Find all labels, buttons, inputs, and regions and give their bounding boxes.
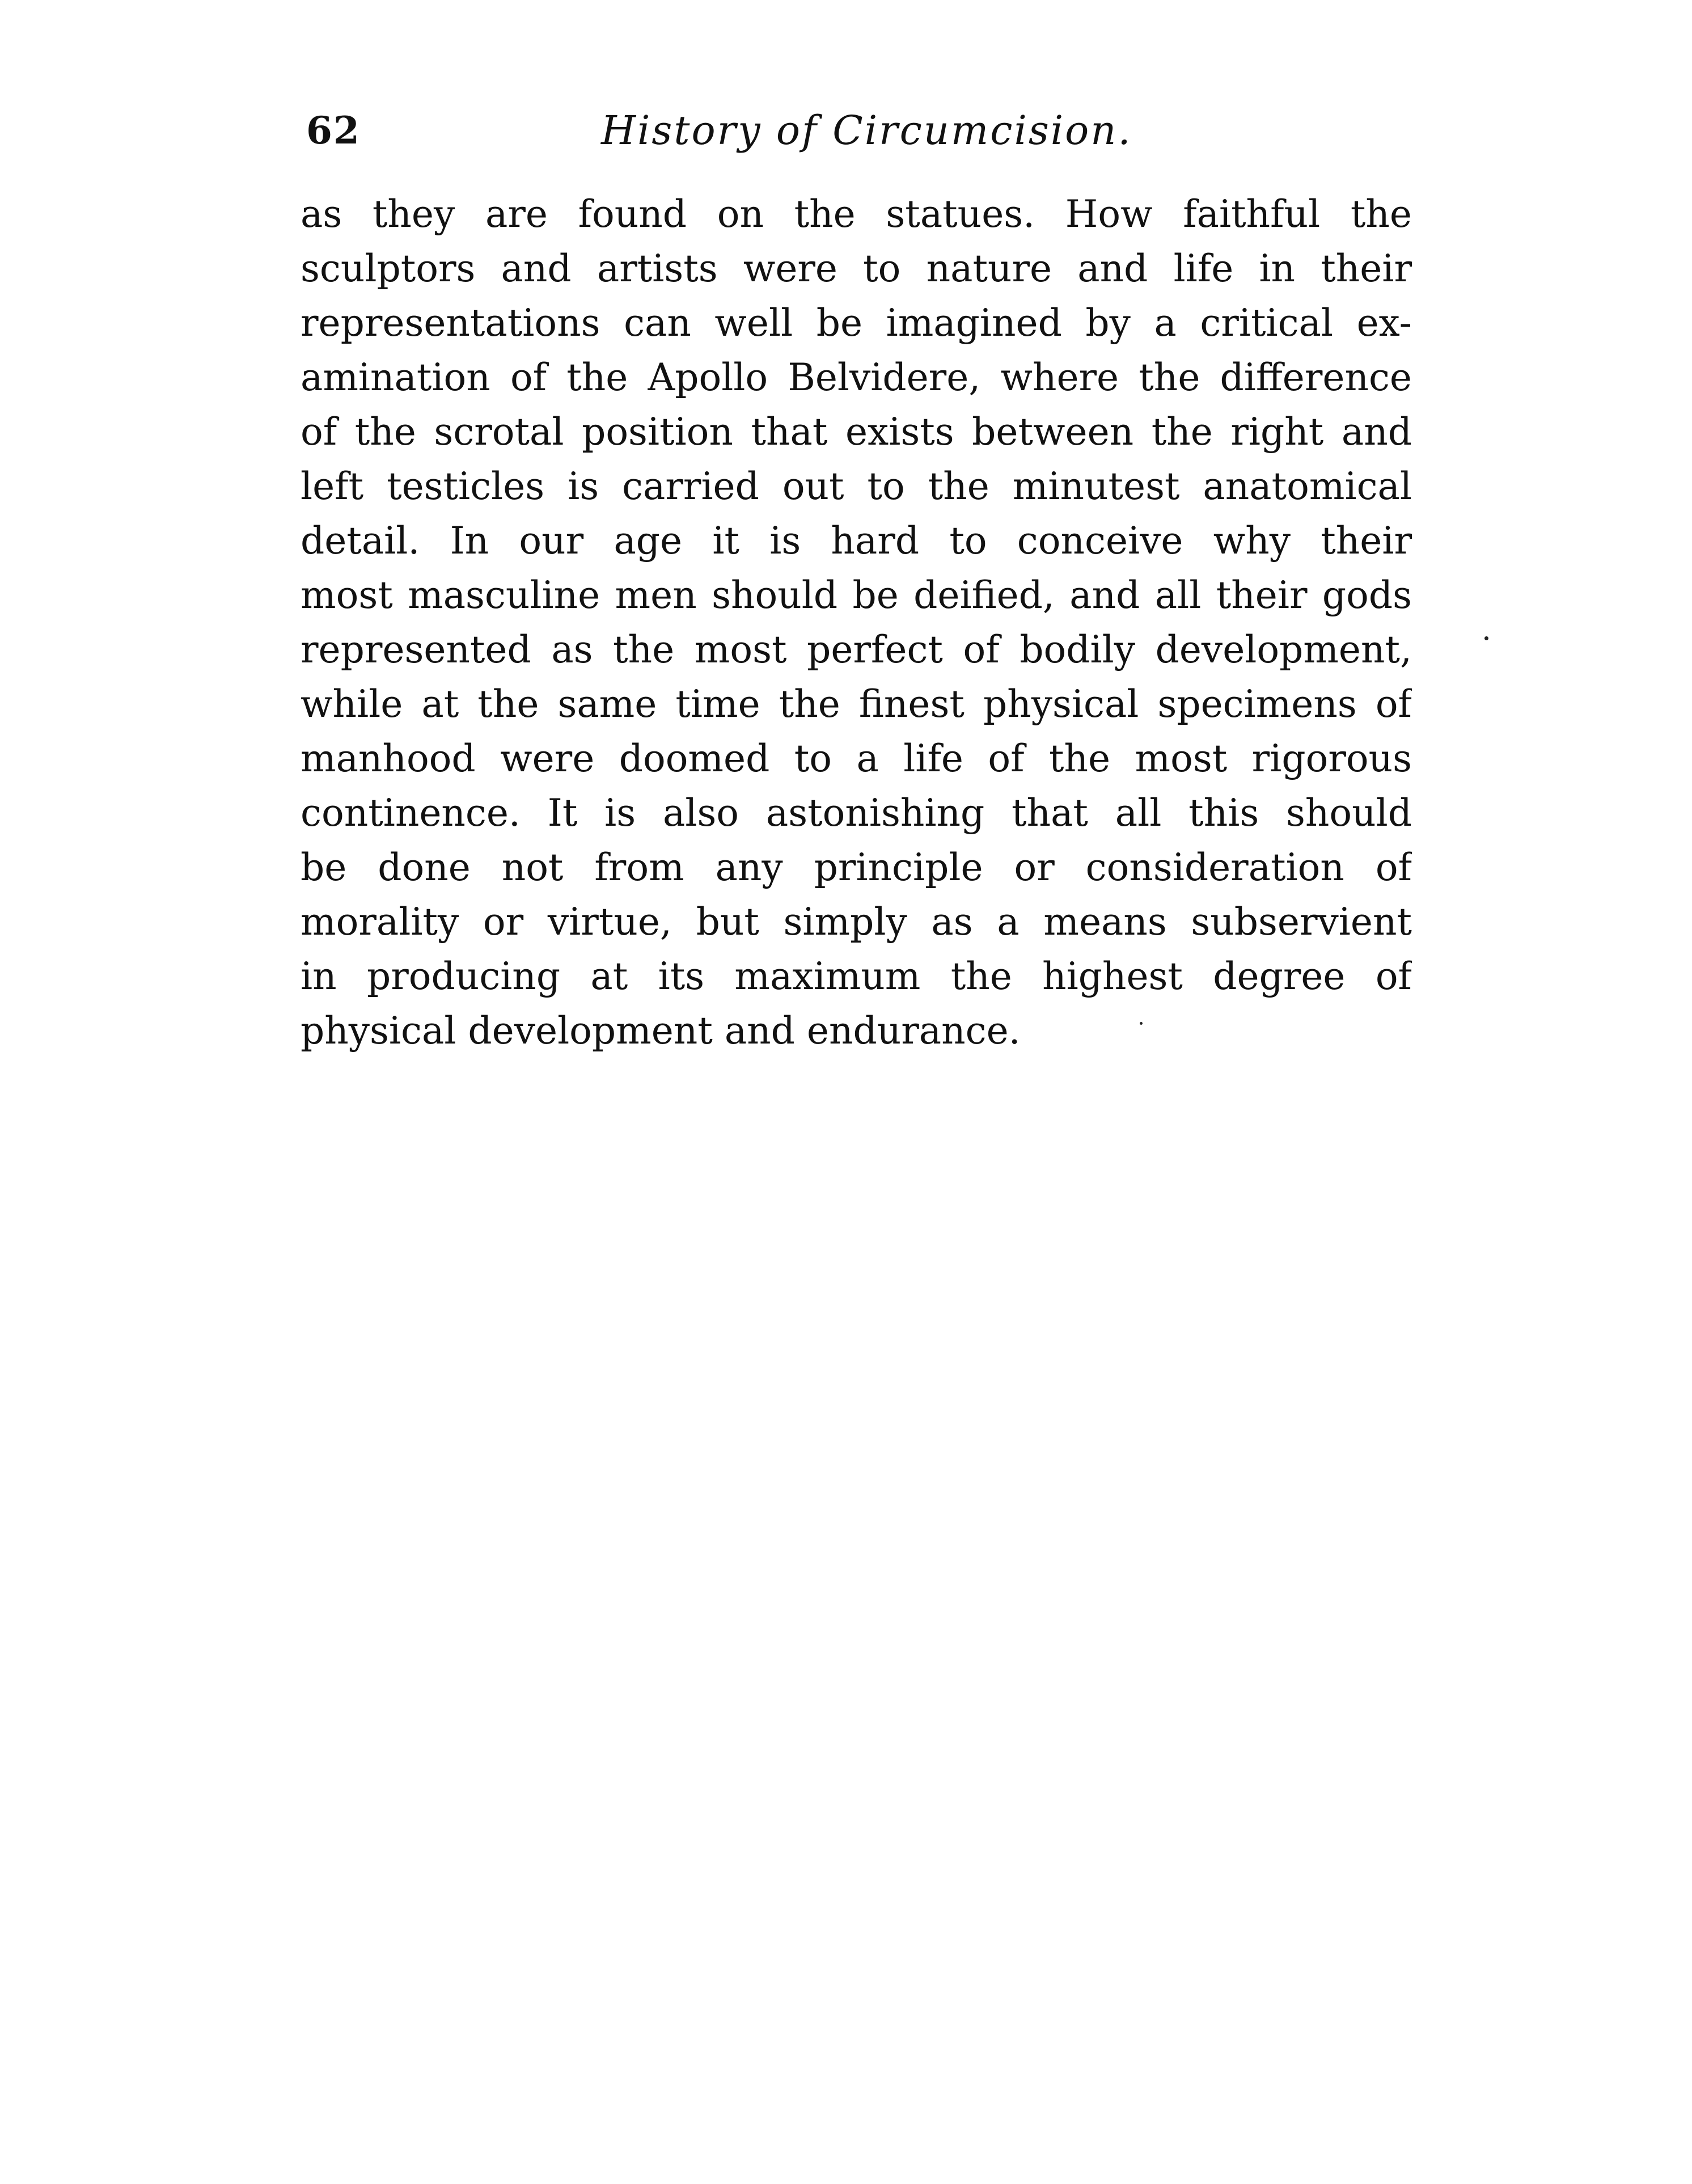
text-line: be done not from any principle or consideration of: [301, 846, 1412, 889]
running-title: History of Circumcision.: [601, 107, 1132, 154]
ink-speck: [1484, 636, 1488, 640]
text-line: amination of the Apollo Belvidere, where the difference: [301, 356, 1412, 399]
text-line: in producing at its maximum the highest degree of: [301, 954, 1412, 998]
text-line-last: physical development and endurance.: [301, 1009, 1021, 1053]
text-line: continence. It is also astonishing that all this should: [301, 791, 1412, 835]
text-line: represented as the most perfect of bodily development,: [301, 628, 1412, 671]
text-line: as they are found on the statues. How faithful the: [301, 192, 1412, 236]
text-line: representations can well be imagined by a critical ex-: [301, 301, 1412, 345]
text-line: morality or virtue, but simply as a means subservient: [301, 900, 1412, 944]
ink-speck: [1140, 1022, 1143, 1025]
text-line: most masculine men should be deified, and all their gods: [301, 573, 1412, 617]
text-line: left testicles is carried out to the minutest anatomical: [301, 464, 1412, 508]
text-line: sculptors and artists were to nature and life in their: [301, 247, 1412, 290]
text-line: detail. In our age it is hard to conceive why their: [301, 519, 1412, 563]
text-line: while at the same time the finest physical specimens of: [301, 682, 1412, 726]
page-header: [306, 99, 1412, 162]
text-line: manhood were doomed to a life of the most rigorous: [301, 737, 1412, 780]
body-paragraph: [301, 187, 1412, 1058]
text-line: of the scrotal position that exists between the right and: [301, 410, 1412, 454]
page-number: 62: [306, 108, 361, 153]
